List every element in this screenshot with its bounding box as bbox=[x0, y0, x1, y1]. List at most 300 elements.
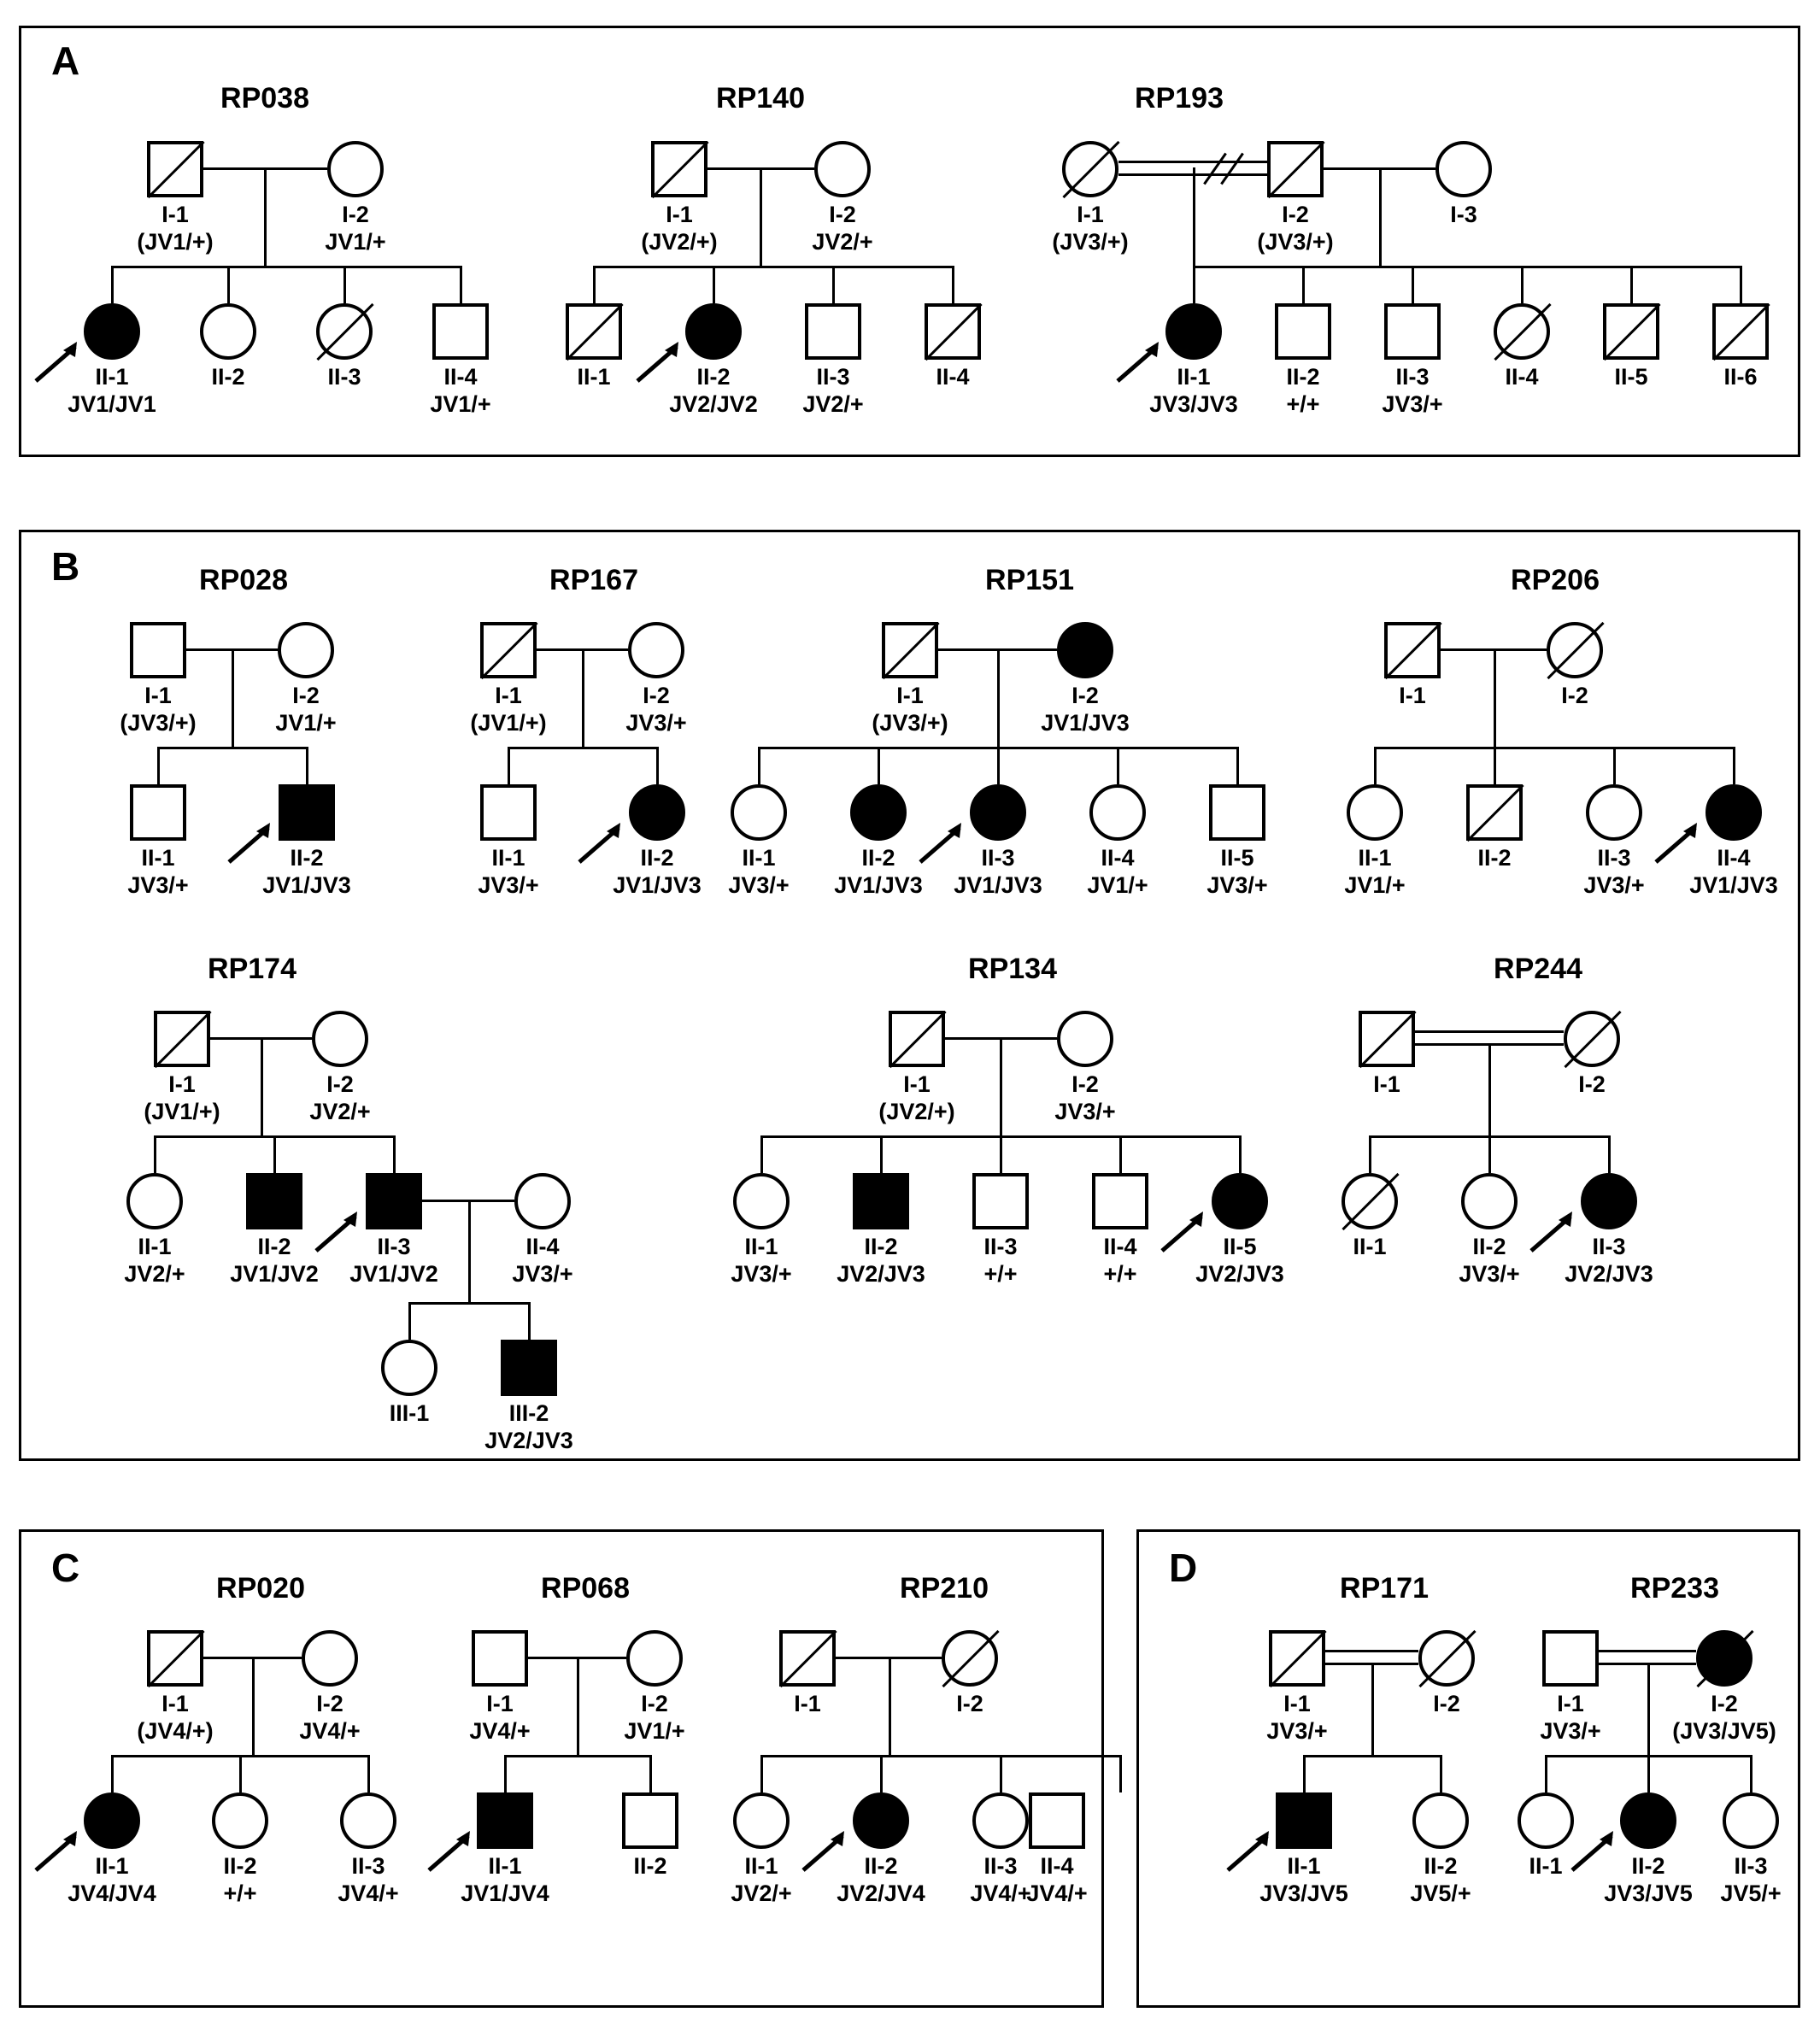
label-rp167-II-2: II-2 bbox=[640, 845, 674, 871]
family-title-rp140: RP140 bbox=[716, 82, 805, 114]
stub-rp134-II-4 bbox=[1119, 1135, 1122, 1173]
family-title-rp233: RP233 bbox=[1630, 1572, 1719, 1605]
genotype-rp174-II-1: JV2/+ bbox=[124, 1261, 185, 1287]
family-title-rp210: RP210 bbox=[900, 1572, 989, 1605]
stub-rp233-II-3 bbox=[1750, 1755, 1752, 1792]
stub-rp174-III-1 bbox=[408, 1302, 411, 1340]
descent-line-rp028 bbox=[232, 648, 234, 747]
descent-line-rp134 bbox=[1000, 1037, 1002, 1135]
symbol-rp134-II-3 bbox=[972, 1173, 1029, 1229]
sibship-line-rp210 bbox=[760, 1755, 1119, 1757]
label-rp151-II-1: II-1 bbox=[742, 845, 776, 871]
label-rp038-II-4: II-4 bbox=[443, 364, 478, 390]
genotype-rp028-II-2: JV1/JV3 bbox=[262, 872, 351, 898]
label-rp244-II-1: II-1 bbox=[1353, 1234, 1387, 1259]
symbol-rp151-II-1 bbox=[731, 784, 787, 841]
label-rp174-III-1: III-1 bbox=[389, 1400, 430, 1426]
symbol-rp134-II-2 bbox=[853, 1173, 909, 1229]
label-rp210-I-2: I-2 bbox=[956, 1691, 983, 1716]
label-rp140-II-3: II-3 bbox=[816, 364, 850, 390]
symbol-rp193-II-3 bbox=[1384, 303, 1441, 360]
proband-arrow-rp233 bbox=[1569, 1829, 1622, 1874]
symbol-rp134-I-2 bbox=[1057, 1011, 1113, 1067]
proband-arrow-rp193 bbox=[1114, 340, 1167, 384]
genotype-rp038-II-4: JV1/+ bbox=[430, 391, 491, 417]
label-rp193-II-1: II-1 bbox=[1177, 364, 1211, 390]
symbol-rp020-II-1 bbox=[84, 1792, 140, 1849]
genotype-rp233-II-2: JV3/JV5 bbox=[1604, 1880, 1693, 1906]
label-rp193-II-3: II-3 bbox=[1395, 364, 1430, 390]
family-title-rp028: RP028 bbox=[199, 564, 288, 596]
genotype-rp244-II-3: JV2/JV3 bbox=[1565, 1261, 1653, 1287]
genotype-rp151-I-2: JV1/JV3 bbox=[1041, 710, 1130, 736]
label-rp028-II-1: II-1 bbox=[141, 845, 175, 871]
genotype-rp193-I-2: (JV3/+) bbox=[1257, 229, 1334, 255]
genotype-rp233-I-1: JV3/+ bbox=[1540, 1718, 1601, 1744]
label-rp244-I-1: I-1 bbox=[1373, 1071, 1400, 1097]
proband-arrow-rp020 bbox=[32, 1829, 85, 1874]
stub-rp151-II-5 bbox=[1236, 747, 1239, 784]
label-rp020-I-1: I-1 bbox=[161, 1691, 189, 1716]
label-rp134-II-3: II-3 bbox=[983, 1234, 1018, 1259]
family-title-rp167: RP167 bbox=[549, 564, 638, 596]
stub-rp210-II-3 bbox=[1000, 1755, 1002, 1792]
label-rp233-II-3: II-3 bbox=[1734, 1853, 1768, 1879]
symbol-rp171-II-2 bbox=[1412, 1792, 1469, 1849]
proband-arrow-rp210 bbox=[800, 1829, 853, 1874]
genotype-rp167-I-2: JV3/+ bbox=[625, 710, 687, 736]
descent-line-rp193-second bbox=[1379, 167, 1382, 266]
descent-line-rp233 bbox=[1647, 1663, 1650, 1755]
genotype-rp028-II-1: JV3/+ bbox=[127, 872, 189, 898]
label-rp210-II-3: II-3 bbox=[983, 1853, 1018, 1879]
family-title-rp193: RP193 bbox=[1135, 82, 1224, 114]
genotype-rp210-II-2: JV2/JV4 bbox=[837, 1880, 925, 1906]
label-rp020-II-3: II-3 bbox=[351, 1853, 385, 1879]
symbol-rp167-II-2 bbox=[629, 784, 685, 841]
stub-rp193-II-2 bbox=[1302, 266, 1305, 303]
symbol-rp233-II-3 bbox=[1723, 1792, 1779, 1849]
genotype-rp206-II-3: JV3/+ bbox=[1583, 872, 1645, 898]
symbol-rp140-II-2 bbox=[685, 303, 742, 360]
stub-rp193-II-6 bbox=[1740, 266, 1742, 303]
genotype-rp167-II-2: JV1/JV3 bbox=[613, 872, 702, 898]
stub-rp134-II-5 bbox=[1239, 1135, 1242, 1173]
descent-line-rp174-gen2 bbox=[468, 1200, 471, 1302]
genotype-rp038-II-1: JV1/JV1 bbox=[68, 391, 156, 417]
label-rp134-I-1: I-1 bbox=[903, 1071, 931, 1097]
stub-rp233-II-2 bbox=[1647, 1755, 1650, 1792]
genotype-rp038-I-2: JV1/+ bbox=[325, 229, 386, 255]
symbol-rp134-II-4 bbox=[1092, 1173, 1148, 1229]
stub-rp171-II-2 bbox=[1440, 1755, 1442, 1792]
label-rp068-II-1: II-1 bbox=[488, 1853, 522, 1879]
family-title-rp068: RP068 bbox=[541, 1572, 630, 1605]
symbol-rp151-II-5 bbox=[1209, 784, 1265, 841]
family-title-rp206: RP206 bbox=[1511, 564, 1600, 596]
stub-rp140-II-2 bbox=[713, 266, 715, 303]
descent-line-rp020 bbox=[252, 1657, 255, 1755]
genotype-rp210-II-1: JV2/+ bbox=[731, 1880, 792, 1906]
stub-rp206-II-4 bbox=[1733, 747, 1735, 784]
union-line-rp171-upper bbox=[1325, 1650, 1418, 1652]
label-rp233-II-1: II-1 bbox=[1529, 1853, 1563, 1879]
symbol-rp206-II-4 bbox=[1706, 784, 1762, 841]
symbol-rp171-II-1 bbox=[1276, 1792, 1332, 1849]
label-rp244-II-3: II-3 bbox=[1592, 1234, 1626, 1259]
symbol-rp174-III-2 bbox=[501, 1340, 557, 1396]
label-rp038-II-3: II-3 bbox=[327, 364, 361, 390]
symbol-rp244-II-3 bbox=[1581, 1173, 1637, 1229]
sibship-line-rp167 bbox=[508, 747, 656, 749]
union-line-rp244-upper bbox=[1415, 1030, 1564, 1033]
label-rp028-I-2: I-2 bbox=[292, 683, 320, 708]
genotype-rp068-I-1: JV4/+ bbox=[469, 1718, 531, 1744]
descent-line-rp038 bbox=[264, 167, 267, 266]
stub-rp038-II-4 bbox=[460, 266, 462, 303]
stub-rp151-II-2 bbox=[878, 747, 880, 784]
genotype-rp140-I-1: (JV2/+) bbox=[641, 229, 718, 255]
stub-rp140-II-3 bbox=[832, 266, 835, 303]
label-rp193-II-5: II-5 bbox=[1614, 364, 1648, 390]
genotype-rp028-I-1: (JV3/+) bbox=[120, 710, 197, 736]
label-rp174-II-2: II-2 bbox=[257, 1234, 291, 1259]
stub-rp210-II-1 bbox=[760, 1755, 763, 1792]
label-rp151-I-2: I-2 bbox=[1071, 683, 1099, 708]
stub-rp193-II-1 bbox=[1193, 266, 1195, 303]
stub-rp068-II-2 bbox=[649, 1755, 652, 1792]
genotype-rp174-II-4: JV3/+ bbox=[512, 1261, 573, 1287]
genotype-rp233-II-3: JV5/+ bbox=[1720, 1880, 1782, 1906]
label-rp206-II-4: II-4 bbox=[1717, 845, 1751, 871]
symbol-rp038-II-1 bbox=[84, 303, 140, 360]
proband-arrow-rp038 bbox=[32, 340, 85, 384]
genotype-rp206-II-1: JV1/+ bbox=[1344, 872, 1406, 898]
genotype-rp140-II-3: JV2/+ bbox=[802, 391, 864, 417]
stub-rp206-II-3 bbox=[1613, 747, 1616, 784]
family-title-rp134: RP134 bbox=[968, 953, 1057, 985]
stub-rp206-II-1 bbox=[1374, 747, 1377, 784]
stub-rp174-III-2 bbox=[528, 1302, 531, 1340]
stub-rp028-II-2 bbox=[306, 747, 308, 784]
label-rp167-II-1: II-1 bbox=[491, 845, 525, 871]
proband-arrow-rp171 bbox=[1224, 1829, 1277, 1874]
label-rp140-II-2: II-2 bbox=[696, 364, 731, 390]
stub-rp193-II-3 bbox=[1412, 266, 1414, 303]
symbol-rp028-I-2 bbox=[278, 622, 334, 678]
genotype-rp193-II-1: JV3/JV3 bbox=[1149, 391, 1238, 417]
stub-rp206-II-2 bbox=[1494, 747, 1496, 784]
family-title-rp174: RP174 bbox=[208, 953, 296, 985]
label-rp171-I-2: I-2 bbox=[1433, 1691, 1460, 1716]
symbol-rp167-II-1 bbox=[480, 784, 537, 841]
genotype-rp171-II-1: JV3/JV5 bbox=[1259, 1880, 1348, 1906]
label-rp140-I-2: I-2 bbox=[829, 202, 856, 227]
genotype-rp210-II-4: JV4/+ bbox=[1026, 1880, 1088, 1906]
genotype-rp068-I-2: JV1/+ bbox=[624, 1718, 685, 1744]
genotype-rp167-I-1: (JV1/+) bbox=[470, 710, 547, 736]
label-rp038-I-2: I-2 bbox=[342, 202, 369, 227]
symbol-rp068-I-2 bbox=[626, 1630, 683, 1687]
genotype-rp210-II-3: JV4/+ bbox=[970, 1880, 1031, 1906]
label-rp210-I-1: I-1 bbox=[794, 1691, 821, 1716]
genotype-rp193-II-2: +/+ bbox=[1286, 391, 1320, 417]
descent-line-rp193-first bbox=[1193, 167, 1195, 266]
sibship-line-rp140 bbox=[593, 266, 952, 268]
label-rp206-II-1: II-1 bbox=[1358, 845, 1392, 871]
genotype-rp233-I-2: (JV3/JV5) bbox=[1672, 1718, 1776, 1744]
label-rp167-I-1: I-1 bbox=[495, 683, 522, 708]
genotype-rp020-I-2: JV4/+ bbox=[299, 1718, 361, 1744]
label-rp068-II-2: II-2 bbox=[633, 1853, 667, 1879]
genotype-rp020-I-1: (JV4/+) bbox=[137, 1718, 214, 1744]
stub-rp233-II-1 bbox=[1545, 1755, 1547, 1792]
symbol-rp174-II-3 bbox=[366, 1173, 422, 1229]
label-rp151-I-1: I-1 bbox=[896, 683, 924, 708]
genotype-rp193-II-3: JV3/+ bbox=[1382, 391, 1443, 417]
label-rp244-I-2: I-2 bbox=[1578, 1071, 1606, 1097]
label-rp038-II-1: II-1 bbox=[95, 364, 129, 390]
symbol-rp151-II-2 bbox=[850, 784, 907, 841]
family-title-rp038: RP038 bbox=[220, 82, 309, 114]
genotype-rp171-II-2: JV5/+ bbox=[1410, 1880, 1471, 1906]
stub-rp038-II-1 bbox=[111, 266, 114, 303]
label-rp174-I-2: I-2 bbox=[326, 1071, 354, 1097]
stub-rp244-II-1 bbox=[1369, 1135, 1371, 1173]
label-rp151-II-2: II-2 bbox=[861, 845, 895, 871]
stub-rp151-II-4 bbox=[1117, 747, 1119, 784]
stub-rp151-II-3 bbox=[997, 747, 1000, 784]
label-rp174-III-2: III-2 bbox=[508, 1400, 549, 1426]
label-rp206-II-3: II-3 bbox=[1597, 845, 1631, 871]
family-title-rp171: RP171 bbox=[1340, 1572, 1429, 1605]
label-rp210-II-2: II-2 bbox=[864, 1853, 898, 1879]
descent-line-rp140 bbox=[760, 167, 762, 266]
sibship-line-rp028 bbox=[157, 747, 306, 749]
genotype-rp134-II-4: +/+ bbox=[1103, 1261, 1137, 1287]
label-rp171-II-1: II-1 bbox=[1287, 1853, 1321, 1879]
label-rp068-I-1: I-1 bbox=[486, 1691, 514, 1716]
genotype-rp174-I-1: (JV1/+) bbox=[144, 1099, 220, 1124]
genotype-rp167-II-1: JV3/+ bbox=[478, 872, 539, 898]
label-rp171-II-2: II-2 bbox=[1424, 1853, 1458, 1879]
label-rp174-II-1: II-1 bbox=[138, 1234, 172, 1259]
genotype-rp140-I-2: JV2/+ bbox=[812, 229, 873, 255]
stub-rp134-II-2 bbox=[880, 1135, 883, 1173]
label-rp206-II-2: II-2 bbox=[1477, 845, 1512, 871]
sibship-line-rp193 bbox=[1193, 266, 1740, 268]
genotype-rp174-II-2: JV1/JV2 bbox=[230, 1261, 319, 1287]
stub-rp193-II-4 bbox=[1521, 266, 1524, 303]
genotype-rp174-I-2: JV2/+ bbox=[309, 1099, 371, 1124]
symbol-rp134-II-5 bbox=[1212, 1173, 1268, 1229]
label-rp134-II-4: II-4 bbox=[1103, 1234, 1137, 1259]
proband-arrow-rp134 bbox=[1159, 1210, 1212, 1254]
genotype-rp151-II-4: JV1/+ bbox=[1087, 872, 1148, 898]
symbol-rp028-I-1 bbox=[130, 622, 186, 678]
stub-rp020-II-3 bbox=[367, 1755, 370, 1792]
label-rp134-II-5: II-5 bbox=[1223, 1234, 1257, 1259]
label-rp020-II-2: II-2 bbox=[223, 1853, 257, 1879]
stub-rp134-II-3 bbox=[1000, 1135, 1002, 1173]
label-rp068-I-2: I-2 bbox=[641, 1691, 668, 1716]
label-rp210-II-4: II-4 bbox=[1040, 1853, 1074, 1879]
symbol-rp193-II-2 bbox=[1275, 303, 1331, 360]
family-title-rp244: RP244 bbox=[1494, 953, 1582, 985]
stub-rp210-II-2 bbox=[880, 1755, 883, 1792]
symbol-rp206-II-1 bbox=[1347, 784, 1403, 841]
label-rp233-II-2: II-2 bbox=[1631, 1853, 1665, 1879]
stub-rp174-II-3 bbox=[393, 1135, 396, 1173]
genotype-rp151-II-5: JV3/+ bbox=[1206, 872, 1268, 898]
union-line-rp233-upper bbox=[1599, 1650, 1696, 1652]
label-rp134-II-1: II-1 bbox=[744, 1234, 778, 1259]
symbol-rp193-II-1 bbox=[1165, 303, 1222, 360]
label-rp233-I-1: I-1 bbox=[1557, 1691, 1584, 1716]
genotype-rp151-II-1: JV3/+ bbox=[728, 872, 790, 898]
stub-rp244-II-3 bbox=[1608, 1135, 1611, 1173]
sibship-line-rp038 bbox=[111, 266, 461, 268]
label-rp134-I-2: I-2 bbox=[1071, 1071, 1099, 1097]
stub-rp167-II-2 bbox=[656, 747, 659, 784]
genotype-rp134-II-1: JV3/+ bbox=[731, 1261, 792, 1287]
stub-rp020-II-2 bbox=[239, 1755, 242, 1792]
label-rp028-I-1: I-1 bbox=[144, 683, 172, 708]
symbol-rp233-I-1 bbox=[1542, 1630, 1599, 1687]
genotype-rp134-I-1: (JV2/+) bbox=[878, 1099, 955, 1124]
genotype-rp134-II-2: JV2/JV3 bbox=[837, 1261, 925, 1287]
stub-rp174-II-2 bbox=[273, 1135, 276, 1173]
genotype-rp020-II-3: JV4/+ bbox=[338, 1880, 399, 1906]
sibship-line-rp068 bbox=[504, 1755, 649, 1757]
stub-rp134-II-1 bbox=[760, 1135, 763, 1173]
proband-arrow-rp206 bbox=[1653, 821, 1706, 865]
symbol-rp210-II-2 bbox=[853, 1792, 909, 1849]
proband-arrow-rp151 bbox=[917, 821, 970, 865]
symbol-rp020-I-2 bbox=[302, 1630, 358, 1687]
symbol-rp233-II-2 bbox=[1620, 1792, 1676, 1849]
genotype-rp206-II-4: JV1/JV3 bbox=[1689, 872, 1778, 898]
symbol-rp174-II-2 bbox=[246, 1173, 302, 1229]
descent-line-rp244 bbox=[1488, 1043, 1491, 1135]
descent-line-rp206 bbox=[1494, 648, 1496, 747]
descent-line-rp210 bbox=[889, 1657, 891, 1755]
symbol-rp174-III-1 bbox=[381, 1340, 437, 1396]
symbol-rp140-I-2 bbox=[814, 141, 871, 197]
descent-line-rp167 bbox=[582, 648, 584, 747]
symbol-rp134-II-1 bbox=[733, 1173, 790, 1229]
label-rp193-I-3: I-3 bbox=[1450, 202, 1477, 227]
stub-rp193-II-5 bbox=[1630, 266, 1633, 303]
genotype-rp151-II-3: JV1/JV3 bbox=[954, 872, 1042, 898]
symbol-rp174-II-1 bbox=[126, 1173, 183, 1229]
label-rp193-II-2: II-2 bbox=[1286, 364, 1320, 390]
symbol-rp210-II-1 bbox=[733, 1792, 790, 1849]
panel-d-letter: D bbox=[1169, 1546, 1198, 1590]
symbol-rp028-II-2 bbox=[279, 784, 335, 841]
genotype-rp151-I-1: (JV3/+) bbox=[872, 710, 948, 736]
label-rp206-I-2: I-2 bbox=[1561, 683, 1588, 708]
label-rp151-II-4: II-4 bbox=[1101, 845, 1135, 871]
label-rp244-II-2: II-2 bbox=[1472, 1234, 1506, 1259]
label-rp167-I-2: I-2 bbox=[643, 683, 670, 708]
panel-c-letter: C bbox=[51, 1546, 80, 1590]
descent-line-rp151 bbox=[997, 648, 1000, 747]
stub-rp028-II-1 bbox=[157, 747, 160, 784]
proband-arrow-rp140 bbox=[634, 340, 687, 384]
label-rp174-II-3: II-3 bbox=[377, 1234, 411, 1259]
stub-rp020-II-1 bbox=[111, 1755, 114, 1792]
label-rp038-I-1: I-1 bbox=[161, 202, 189, 227]
label-rp020-II-1: II-1 bbox=[95, 1853, 129, 1879]
stub-rp171-II-1 bbox=[1303, 1755, 1306, 1792]
symbol-rp038-II-2 bbox=[200, 303, 256, 360]
symbol-rp020-II-3 bbox=[340, 1792, 396, 1849]
genotype-rp038-I-1: (JV1/+) bbox=[137, 229, 214, 255]
genotype-rp151-II-2: JV1/JV3 bbox=[834, 872, 923, 898]
symbol-rp151-II-3 bbox=[970, 784, 1026, 841]
union-line-rp193-upper bbox=[1118, 161, 1267, 163]
label-rp171-I-1: I-1 bbox=[1283, 1691, 1311, 1716]
symbol-rp193-I-3 bbox=[1435, 141, 1492, 197]
stub-rp068-II-1 bbox=[504, 1755, 507, 1792]
genotype-rp134-I-2: JV3/+ bbox=[1054, 1099, 1116, 1124]
genotype-rp020-II-2: +/+ bbox=[223, 1880, 257, 1906]
symbol-rp174-II-4 bbox=[514, 1173, 571, 1229]
label-rp193-II-6: II-6 bbox=[1723, 364, 1758, 390]
genotype-rp193-I-1: (JV3/+) bbox=[1052, 229, 1129, 255]
label-rp233-I-2: I-2 bbox=[1711, 1691, 1738, 1716]
symbol-rp038-I-2 bbox=[327, 141, 384, 197]
symbol-rp038-II-4 bbox=[432, 303, 489, 360]
symbol-rp151-I-2 bbox=[1057, 622, 1113, 678]
proband-arrow-rp244 bbox=[1528, 1210, 1581, 1254]
label-rp028-II-2: II-2 bbox=[290, 845, 324, 871]
symbol-rp068-II-2 bbox=[622, 1792, 678, 1849]
stub-rp174-II-1 bbox=[154, 1135, 156, 1173]
descent-line-rp174 bbox=[261, 1037, 263, 1135]
symbol-rp167-I-2 bbox=[628, 622, 684, 678]
stub-rp151-II-1 bbox=[758, 747, 760, 784]
label-rp193-I-2: I-2 bbox=[1282, 202, 1309, 227]
genotype-rp174-III-2: JV2/JV3 bbox=[484, 1428, 573, 1453]
label-rp193-I-1: I-1 bbox=[1077, 202, 1104, 227]
stub-rp140-II-1 bbox=[593, 266, 596, 303]
label-rp140-II-4: II-4 bbox=[936, 364, 970, 390]
label-rp140-II-1: II-1 bbox=[577, 364, 611, 390]
stub-rp210-II-4 bbox=[1119, 1755, 1122, 1792]
label-rp151-II-5: II-5 bbox=[1220, 845, 1254, 871]
sibship-line-rp206 bbox=[1374, 747, 1733, 749]
proband-arrow-rp068 bbox=[426, 1829, 478, 1874]
label-rp038-II-2: II-2 bbox=[211, 364, 245, 390]
proband-arrow-rp167 bbox=[576, 821, 629, 865]
family-title-rp020: RP020 bbox=[216, 1572, 305, 1605]
genotype-rp244-II-2: JV3/+ bbox=[1459, 1261, 1520, 1287]
label-rp140-I-1: I-1 bbox=[666, 202, 693, 227]
symbol-rp174-I-2 bbox=[312, 1011, 368, 1067]
genotype-rp068-II-1: JV1/JV4 bbox=[461, 1880, 549, 1906]
descent-line-rp068 bbox=[577, 1657, 579, 1755]
label-rp151-II-3: II-3 bbox=[981, 845, 1015, 871]
stub-rp038-II-3 bbox=[343, 266, 346, 303]
genotype-rp171-I-1: JV3/+ bbox=[1266, 1718, 1328, 1744]
label-rp134-II-2: II-2 bbox=[864, 1234, 898, 1259]
symbol-rp233-II-1 bbox=[1518, 1792, 1574, 1849]
symbol-rp210-II-3 bbox=[972, 1792, 1029, 1849]
descent-line-rp171 bbox=[1371, 1663, 1374, 1755]
family-title-rp151: RP151 bbox=[985, 564, 1074, 596]
